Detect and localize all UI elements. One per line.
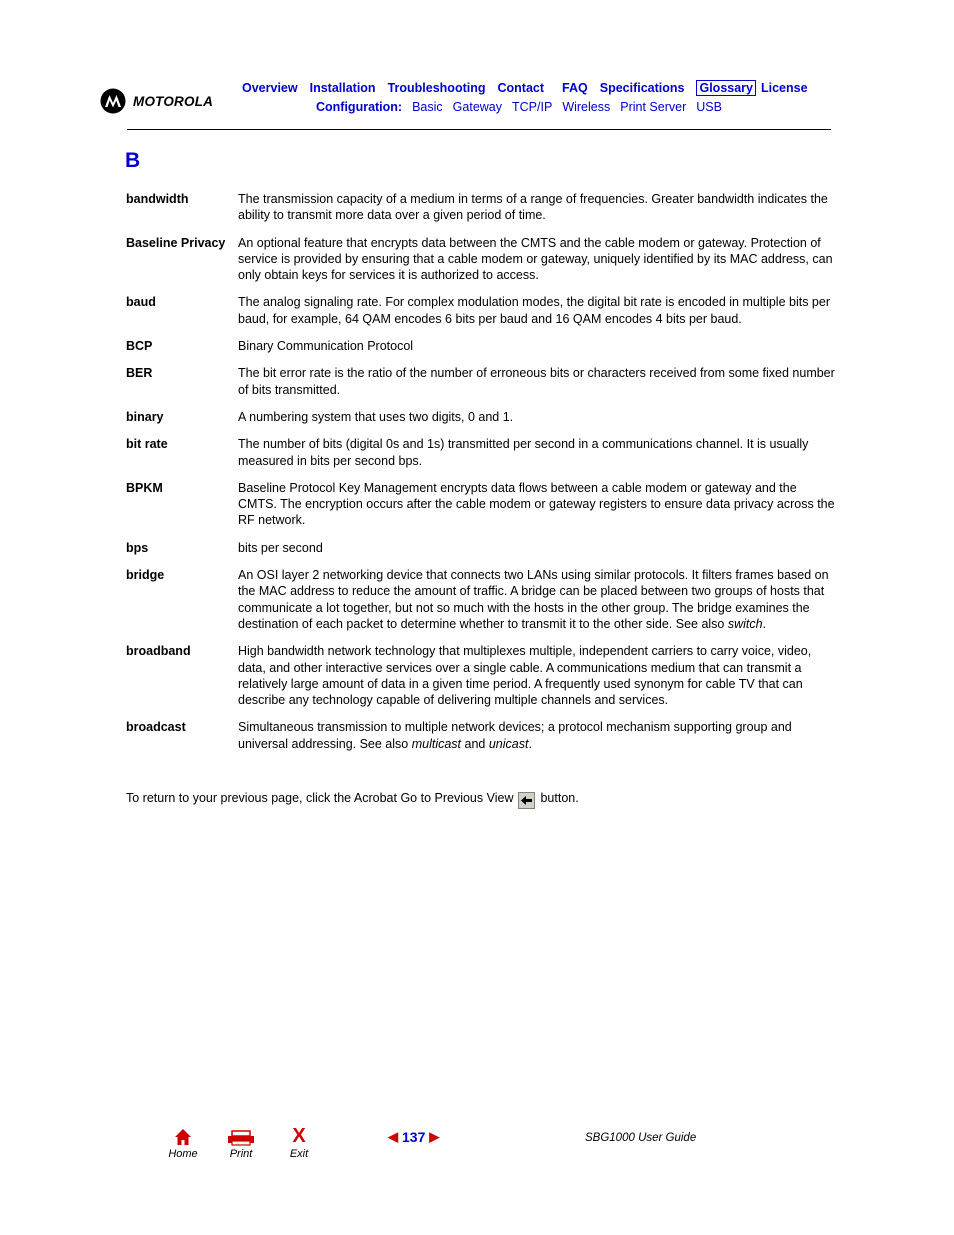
definition-text: The number of bits (digital 0s and 1s) transmitted per second in a communications channel. It is usually measured in bits per second bps. [238,437,809,468]
glossary-definition [238,480,836,529]
exit-button[interactable] [279,1126,319,1160]
motorola-logo [100,88,213,114]
glossary-entry [126,719,836,752]
configuration-label: Configuration: [316,100,403,114]
glossary-entry [126,643,836,708]
glossary-definition [238,294,836,327]
glossary-definition [238,365,836,398]
config-link-basic[interactable]: Basic [412,100,443,114]
glossary-term: binary [126,409,164,424]
glossary-entry [126,480,836,529]
glossary-entry [126,338,836,354]
glossary-definition [238,409,836,425]
home-label: Home [168,1148,198,1160]
glossary-definition [238,643,836,708]
glossary-entry [126,191,836,224]
previous-page-icon[interactable]: ◀ [388,1129,398,1144]
glossary-entry [126,540,836,556]
glossary-term: BER [126,366,153,381]
config-link-print-server[interactable]: Print Server [620,100,687,114]
glossary-definition [238,235,836,284]
definition-text: The transmission capacity of a medium in terms of a range of frequencies. Greater bandwidth indicates the ability to transmit more data over a given period of time. [238,192,828,223]
nav-link-glossary[interactable]: Glossary [696,80,756,96]
glossary-term: bit rate [126,437,168,452]
nav-link-faq[interactable]: FAQ [562,81,588,95]
return-note-suffix: button. [540,790,579,805]
definition-text: High bandwidth network technology that multiplexes multiple, independent carriers to carry voice, video, data, and other interactive services over a single cable. A communications medium that can transmit a relatively large amount of data in a given time period. A frequently used synonym for cable TV that can describe any technology capable of delivering multiple channels and services. [238,644,812,708]
definition-text: and [461,736,489,751]
definition-text: Binary Communication Protocol [238,339,414,354]
configuration-nav [316,100,732,114]
glossary-term: broadcast [126,720,186,735]
glossary-entry [126,436,836,469]
glossary-definition [238,191,836,224]
next-page-icon[interactable]: ▶ [429,1129,440,1144]
back-arrow-icon[interactable] [518,792,535,809]
return-note-text: To return to your previous page, click the Acrobat Go to Previous View [126,790,514,805]
config-link-usb[interactable]: USB [696,100,722,114]
glossary-entry [126,567,836,632]
section-heading: B [125,149,141,172]
nav-link-installation[interactable]: Installation [309,81,376,95]
home-icon [174,1128,192,1146]
definition-text: An optional feature that encrypts data between the CMTS and the cable modem or gateway. Protection of service is provided by ensuring that a cable modem or gateway, uniquely identified by its MAC address, can only obtain keys for services it is authorized to access. [238,235,833,283]
definition-text: A numbering system that uses two digits, 0 and 1. [238,409,514,424]
definition-text: The analog signaling rate. For complex modulation modes, the digital bit rate is encoded in multiple bits per baud, for example, 64 QAM encodes 6 bits per baud and 16 QAM encodes 4 bits per baud. [238,295,830,326]
glossary-term: bandwidth [126,192,189,206]
footer-toolbar [163,1126,337,1160]
glossary-list [126,191,836,763]
definition-text: bits per second [238,540,323,555]
definition-text: The bit error rate is the ratio of the number of erroneous bits or characters received from some fixed number of bits transmitted. [238,366,835,397]
exit-label: Exit [289,1148,309,1160]
cross-reference: unicast [488,736,529,751]
config-link-wireless[interactable]: Wireless [562,100,611,114]
print-label: Print [229,1148,253,1160]
definition-text: Simultaneous transmission to multiple network devices; a protocol mechanism supporting group and universal addressing. See also [238,720,792,751]
page-number: 137 [402,1129,426,1145]
header-divider [127,129,831,130]
config-link-gateway[interactable]: Gateway [452,100,503,114]
nav-link-overview[interactable]: Overview [242,81,298,95]
glossary-definition [238,338,836,354]
nav-link-license[interactable]: License [761,81,808,95]
glossary-term: baud [126,295,156,310]
primary-nav [242,80,820,96]
motorola-batwing-icon [100,88,126,114]
glossary-term: broadband [126,644,191,659]
definition-text: . [762,616,767,631]
glossary-definition [238,436,836,469]
print-button[interactable] [221,1126,261,1160]
glossary-term: bridge [126,568,165,583]
glossary-entry [126,235,836,284]
definition-text: . [528,736,532,751]
guide-title: SBG1000 User Guide [585,1132,697,1144]
nav-link-specifications[interactable]: Specifications [599,81,685,95]
exit-icon: X [292,1125,306,1147]
glossary-entry [126,409,836,425]
return-note [126,789,579,806]
brand-name: MOTOROLA [133,93,214,109]
page-navigator [388,1129,439,1145]
glossary-term: BCP [126,339,153,354]
glossary-term: BPKM [126,480,163,495]
definition-text: Baseline Protocol Key Management encrypts data flows between a cable modem or gateway and the CMTS. The encryption occurs after the cable modem or gateway registers to ensure data privacy across the RF network. [238,480,835,528]
nav-link-troubleshooting[interactable]: Troubleshooting [387,81,486,95]
home-button[interactable] [163,1126,203,1160]
glossary-entry [126,365,836,398]
cross-reference: switch [727,616,763,631]
config-link-tcp-ip[interactable]: TCP/IP [512,100,553,114]
glossary-term: Baseline Privacy [126,235,226,250]
glossary-definition [238,567,836,632]
glossary-entry [126,294,836,327]
cross-reference: multicast [411,736,462,751]
glossary-definition [238,540,836,556]
glossary-definition [238,719,836,752]
nav-link-contact[interactable]: Contact [497,81,545,95]
glossary-term: bps [126,540,149,555]
printer-icon [227,1130,255,1146]
definition-text: An OSI layer 2 networking device that connects two LANs using similar protocols. It filters frames based on the MAC address to reduce the amount of traffic. A bridge can be placed between two groups of hosts that communicate a lot together, but not so much with the hosts in the other group. The bridge examines the destination of each packet to determine whether to transmit it to the other side. See also [238,568,829,631]
